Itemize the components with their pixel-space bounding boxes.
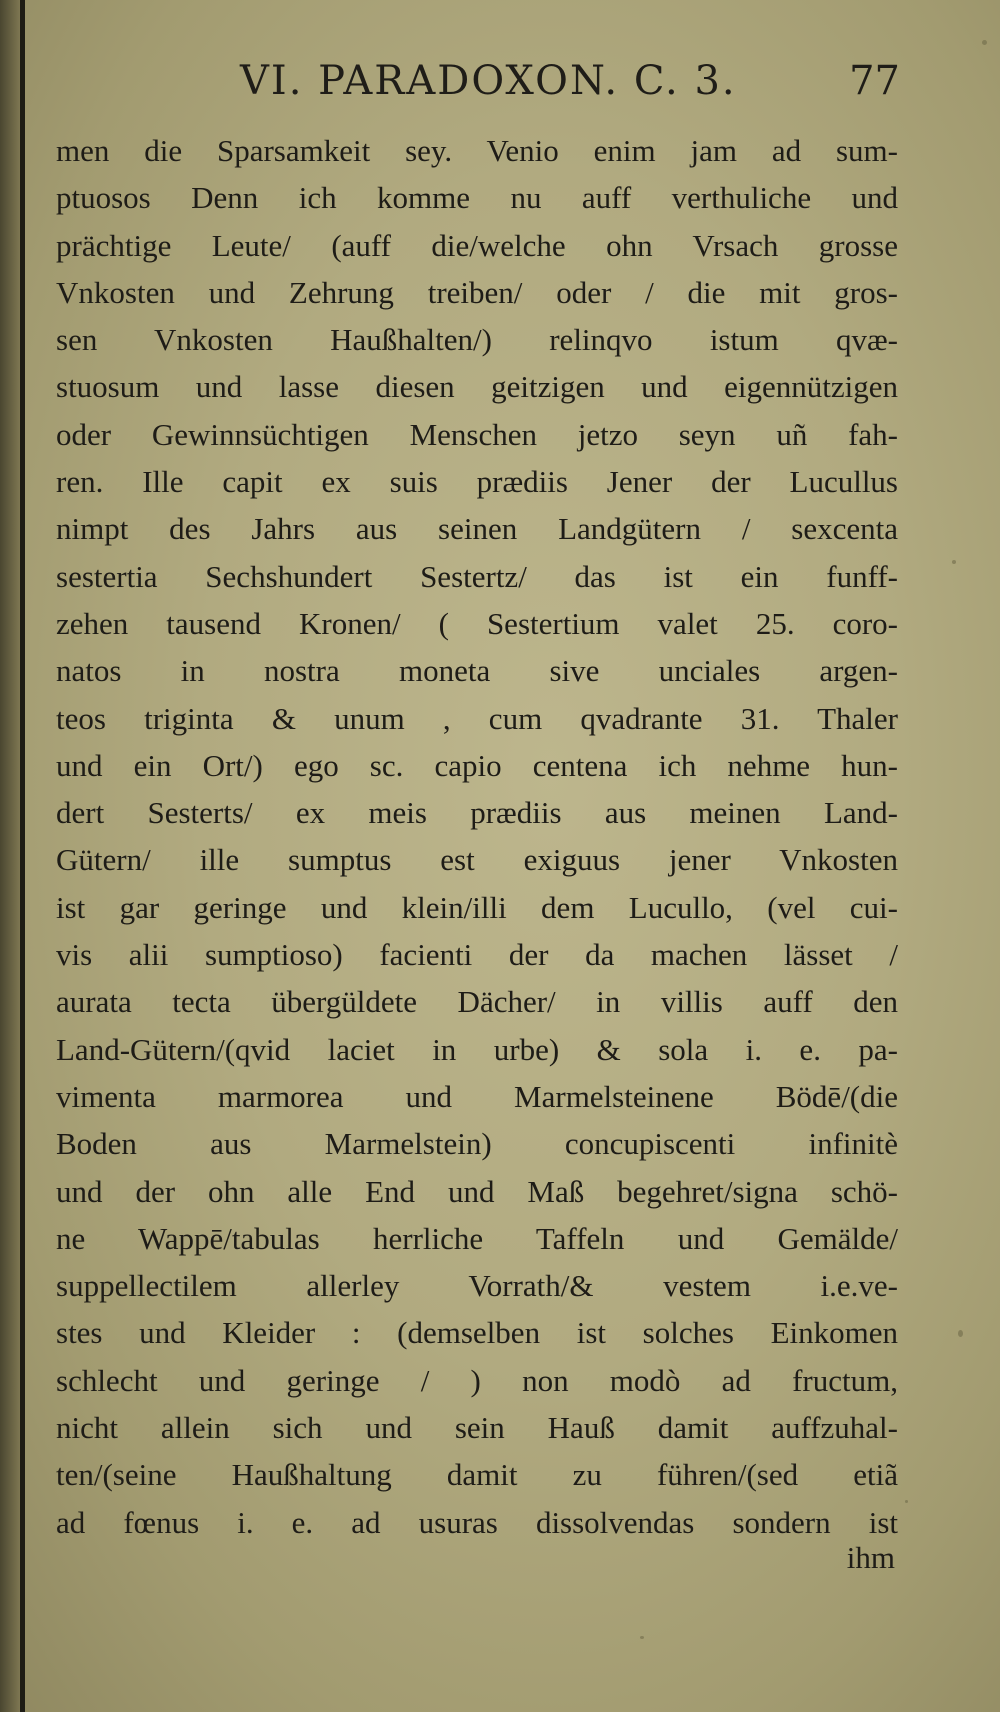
text-line: teos triginta & unum , cum qvadrante 31. Thaler — [56, 700, 898, 736]
text-line: ad fœnus i. e. ad usuras dissolvendas sondern ist — [56, 1504, 898, 1540]
text-line: vis alii sumptioso) facienti der da machen lässet / — [56, 937, 898, 973]
text-line: sen Vnkosten Haußhalten/) relinqvo istum qvæ- — [56, 322, 898, 358]
text-line: sestertia Sechshundert Sestertz/ das ist ein funff- — [56, 558, 898, 594]
text-line: ren. Ille capit ex suis prædiis Jener der Lucullus — [56, 464, 898, 500]
text-line: men die Sparsamkeit sey. Venio enim jam ad sum- — [56, 133, 898, 168]
text-line: ptuosos Denn ich komme nu auff verthuliche und — [56, 180, 898, 216]
page-header — [240, 58, 900, 114]
text-line: prächtige Leute/ (auff die/welche ohn Vrsach grosse — [56, 227, 898, 263]
text-line: aurata tecta übergüldete Dächer/ in villis auff den — [56, 984, 898, 1020]
text-line: Gütern/ ille sumptus est exiguus jener Vnkosten — [56, 842, 898, 878]
text-line: oder Gewinnsüchtigen Menschen jetzo seyn uñ fah- — [56, 416, 898, 452]
paper-speck — [952, 560, 956, 564]
text-line: natos in nostra moneta sive unciales argen- — [56, 653, 898, 689]
running-title: VI. PARADOXON. C. 3. — [240, 58, 737, 104]
paper-speck — [905, 1500, 908, 1503]
text-line: nimpt des Jahrs aus seinen Landgütern / sexcenta — [56, 511, 898, 547]
text-line: ist gar geringe und klein/illi dem Lucullo, (vel cui- — [56, 889, 898, 925]
text-line: Land-Gütern/(qvid laciet in urbe) & sola i. e. pa- — [56, 1031, 898, 1067]
text-line: ne Wappē/tabulas herrliche Taffeln und Gemälde/ — [56, 1220, 898, 1256]
page-number: 77 — [849, 58, 900, 104]
text-line: schlecht und geringe / ) non modò ad fructum, — [56, 1362, 898, 1398]
text-line: und der ohn alle End und Maß begehret/signa schö- — [56, 1173, 898, 1209]
text-line: vimenta marmorea und Marmelsteinene Bödē/(die — [56, 1078, 898, 1114]
text-line: suppellectilem allerley Vorrath/& vestem i.e.ve- — [56, 1268, 898, 1304]
binding-shadow — [0, 0, 20, 1712]
text-line: und ein Ort/) ego sc. capio centena ich nehme hun- — [56, 747, 898, 783]
body-text — [56, 127, 898, 1546]
text-line: stes und Kleider : (demselben ist solches Einkomen — [56, 1315, 898, 1351]
text-line: Boden aus Marmelstein) concupiscenti infinitè — [56, 1126, 898, 1162]
binding-line — [20, 0, 25, 1712]
text-line: nicht allein sich und sein Hauß damit auffzuhal- — [56, 1410, 898, 1446]
text-line: ten/(seine Haußhaltung damit zu führen/(sed etiã — [56, 1457, 898, 1493]
paper-speck — [640, 1636, 644, 1639]
text-line: Vnkosten und Zehrung treiben/ oder / die mit gros- — [56, 274, 898, 310]
catchword: ihm — [846, 1540, 895, 1575]
paper-speck — [958, 1330, 963, 1337]
text-line: dert Sesterts/ ex meis prædiis aus meinen Land- — [56, 795, 898, 831]
text-line: stuosum und lasse diesen geitzigen und eigennützigen — [56, 369, 898, 405]
paper-speck — [982, 40, 987, 45]
text-line: zehen tausend Kronen/ ( Sestertium valet 25. coro- — [56, 605, 898, 641]
